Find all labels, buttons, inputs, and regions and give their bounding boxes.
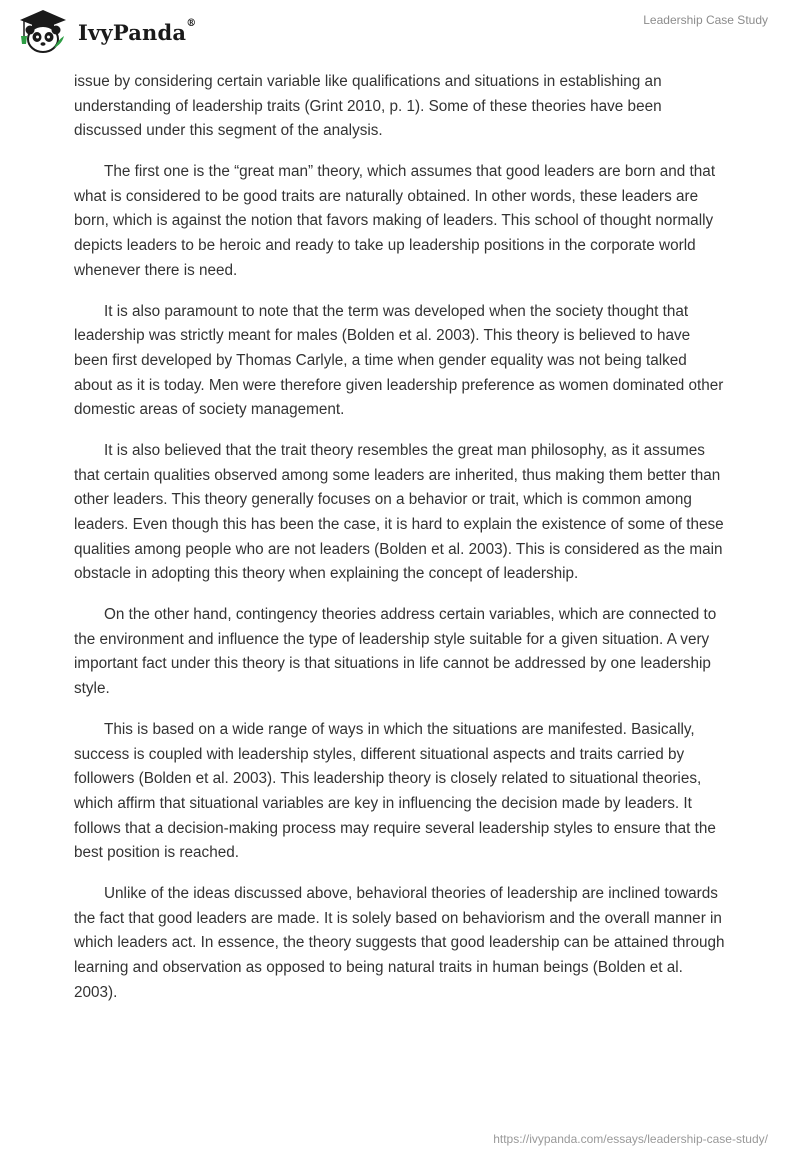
paragraph: The first one is the “great man” theory, which assumes that good leaders are born and that what is considered to be good traits are naturally obtained. In other words, these leaders are born, which is against the notion that favors making of leaders. This school of thought normally depicts leaders to be heroic and ready to take up leadership positions in the corporate world whenever there is need. [74,163,716,279]
paragraph: This is based on a wide range of ways in which the situations are manifested. Basically, success is coupled with leadership styles, different situational aspects and traits carried by followers (Bolden et al. 2003). This leadership theory is closely related to situational theories, which affirm that situational variables are key in influencing the decision made by leaders. It follows that a decision-making process may require several leadership styles to ensure that the best position is reached. [74,721,716,862]
page-header [0,0,800,70]
paragraph: Unlike of the ideas discussed above, behavioral theories of leadership are inclined towards the fact that good leaders are made. It is solely based on behaviorism and the overall manner in which leaders act. In essence, the theory suggests that good leadership can be attained through learning and observation as opposed to being natural traits in human beings (Bolden et al. 2003). [74,885,725,1001]
source-url[interactable]: https://ivypanda.com/essays/leadership-case-study/ [493,1132,768,1146]
essay-body [74,70,726,1022]
brand-name-text: IvyPanda [78,19,187,45]
brand-logo[interactable] [14,8,196,56]
paragraph: It is also paramount to note that the term was developed when the society thought that leadership was strictly meant for males (Bolden et al. 2003). This theory is believed to have been first developed by Thomas Carlyle, a time when gender equality was not being talked about as it is today. Men were therefore given leadership preference as women dominated other domestic areas of society management. [74,302,724,419]
paragraph: It is also believed that the trait theory resembles the great man philosophy, as it assumes that certain qualities observed among some leaders are inherited, thus making them better than other leaders. This theory generally focuses on a behavior or trait, which is common among leaders. Even though this has been the case, it is hard to explain the existence of some of these qualities among people who are not leaders (Bolden et al. 2003). This is considered as the main obstacle in adopting this theory when explaining the concept of leadership. [74,442,724,583]
brand-name [78,17,197,45]
panda-graduate-icon [14,8,72,56]
paragraph: On the other hand, contingency theories address certain variables, which are connected to the environment and influence the type of leadership style suitable for a given situation. A very important fact under this theory is that situations in life cannot be addressed by one leadership style. [74,606,717,698]
paragraph: issue by considering certain variable like qualifications and situations in establishing an understanding of leadership traits (Grint 2010, p. 1). Some of these theories have been discussed under this segment of the analysis. [74,73,662,140]
registered-mark: ® [186,17,197,29]
document-title: Leadership Case Study [643,13,768,27]
